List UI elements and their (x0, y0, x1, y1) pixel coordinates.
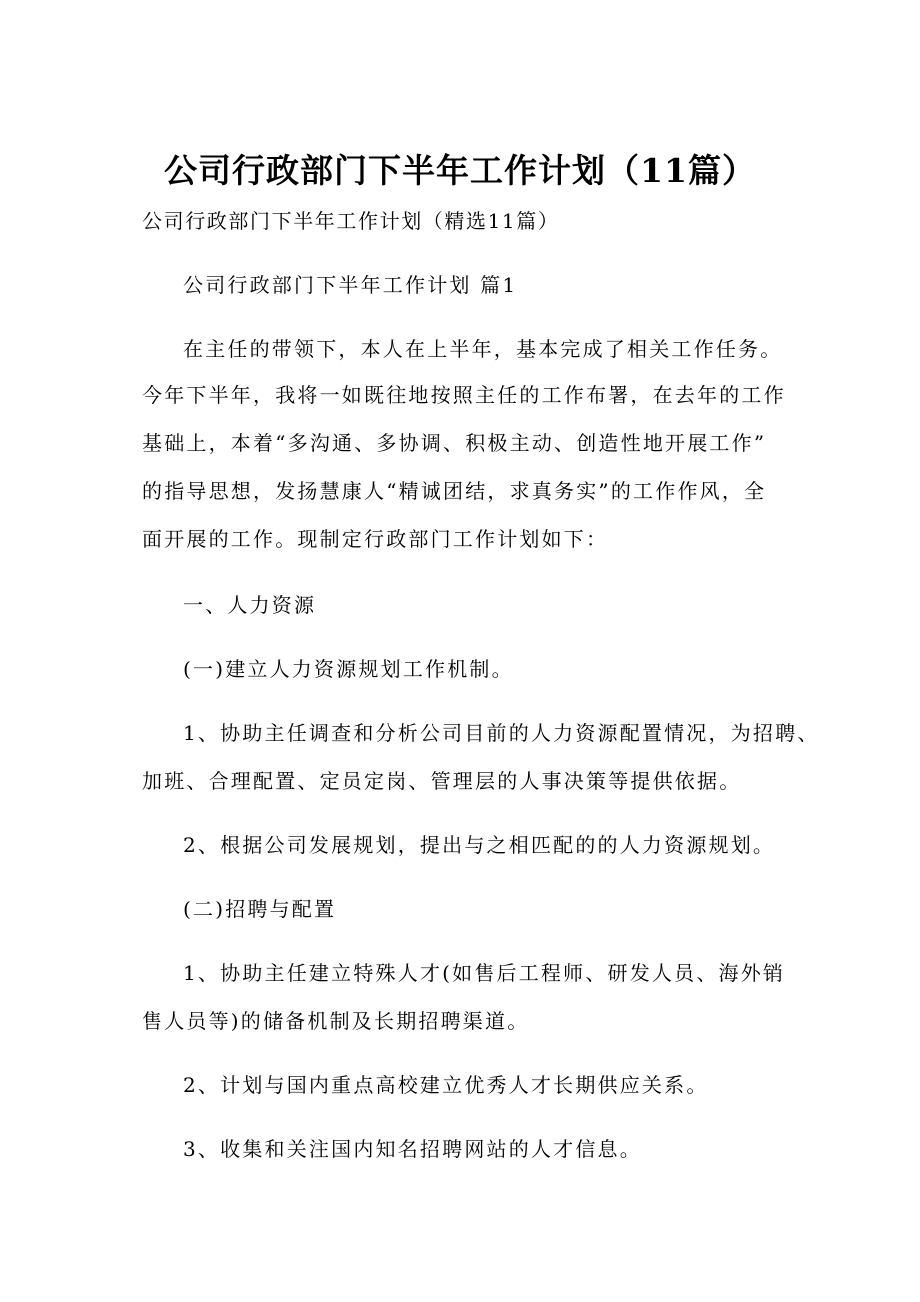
paragraph-line: 3、收集和关注国内知名招聘网站的人才信息。 (183, 1137, 642, 1161)
paragraph-line: 1、协助主任调查和分析公司目前的人力资源配置情况，为招聘、 (183, 721, 820, 745)
section-heading: 公司行政部门下半年工作计划 篇1 (183, 273, 518, 297)
subsection-heading: (一)建立人力资源规划工作机制。 (183, 657, 514, 681)
paragraph-line: 的指导思想，发扬慧康人“精诚团结，求真务实”的工作作风，全 (142, 479, 767, 503)
section-heading-hr: 一、人力资源 (183, 593, 317, 617)
paragraph-line: 2、根据公司发展规划，提出与之相匹配的的人力资源规划。 (183, 833, 776, 857)
paragraph-line: 1、协助主任建立特殊人才(如售后工程师、研发人员、海外销 (183, 961, 786, 985)
paragraph-line: 在主任的带领下，本人在上半年，基本完成了相关工作任务。 (183, 337, 783, 361)
subsection-heading: (二)招聘与配置 (183, 897, 337, 921)
paragraph-line: 今年下半年，我将一如既往地按照主任的工作布署，在去年的工作 (142, 383, 786, 407)
document-subtitle: 公司行政部门下半年工作计划（精选11篇） (142, 209, 560, 233)
paragraph-line: 2、计划与国内重点高校建立优秀人才长期供应关系。 (183, 1073, 709, 1097)
document-title: 公司行政部门下半年工作计划（11篇） (164, 151, 756, 190)
paragraph-line: 基础上，本着“多沟通、多协调、积极主动、创造性地开展工作” (142, 431, 767, 455)
paragraph-line: 售人员等)的储备机制及长期招聘渠道。 (142, 1009, 530, 1033)
paragraph-line: 加班、合理配置、定员定岗、管理层的人事决策等提供依据。 (142, 769, 742, 793)
paragraph-line: 面开展的工作。现制定行政部门工作计划如下： (142, 527, 609, 551)
